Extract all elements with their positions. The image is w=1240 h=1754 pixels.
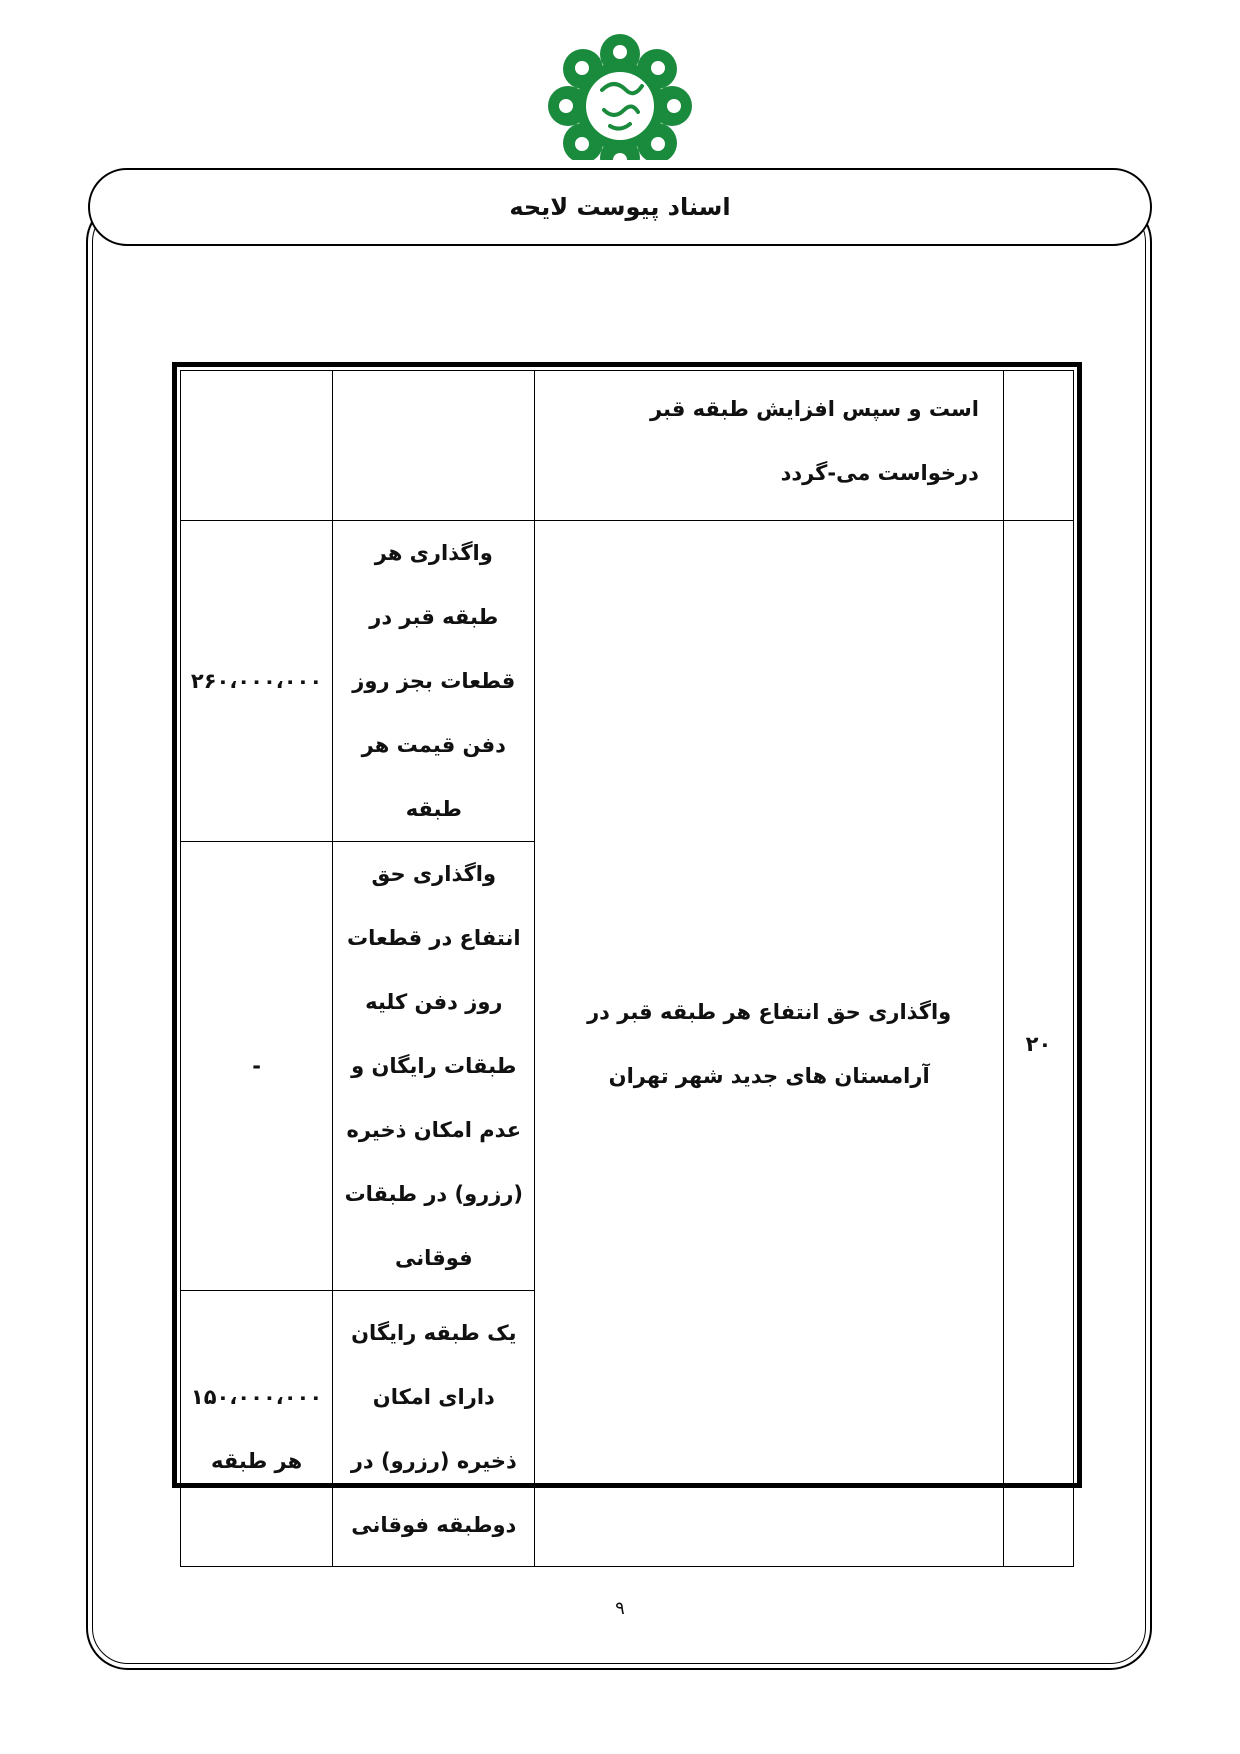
row-number-cell: ۲۰ bbox=[1003, 521, 1073, 1567]
sub-description-cell: واگذاری حق انتفاع در قطعات روز دفن کلیه طبقات رایگان و عدم امکان ذخیره (رزرو) در طبقات فوقانی bbox=[333, 842, 535, 1291]
sub-description-cell: یک طبقه رایگان دارای امکان ذخیره (رزرو) در دوطبقه فوقانی bbox=[333, 1291, 535, 1567]
table-row bbox=[181, 521, 1074, 842]
description-cell: است و سپس افزایش طبقه قبر درخواست می-گردد bbox=[535, 371, 1004, 521]
table-row bbox=[181, 371, 1074, 521]
header-title: اسناد پیوست لایحه bbox=[509, 193, 731, 221]
fee-table bbox=[172, 362, 1082, 1537]
sub-description-cell: واگذاری هر طبقه قبر در قطعات بجز روز دفن قیمت هر طبقه bbox=[333, 521, 535, 842]
sub-description-cell bbox=[333, 371, 535, 521]
description-cell: واگذاری حق انتفاع هر طبقه قبر در آرامستان های جدید شهر تهران bbox=[535, 521, 1004, 1567]
price-cell bbox=[181, 371, 333, 521]
price-cell: - bbox=[181, 842, 333, 1291]
price-cell: ۲۶۰،۰۰۰،۰۰۰ bbox=[181, 521, 333, 842]
price-cell: ۱۵۰،۰۰۰،۰۰۰ هر طبقه bbox=[181, 1291, 333, 1567]
page-number: ۹ bbox=[615, 1598, 625, 1619]
row-number-cell bbox=[1003, 371, 1073, 521]
